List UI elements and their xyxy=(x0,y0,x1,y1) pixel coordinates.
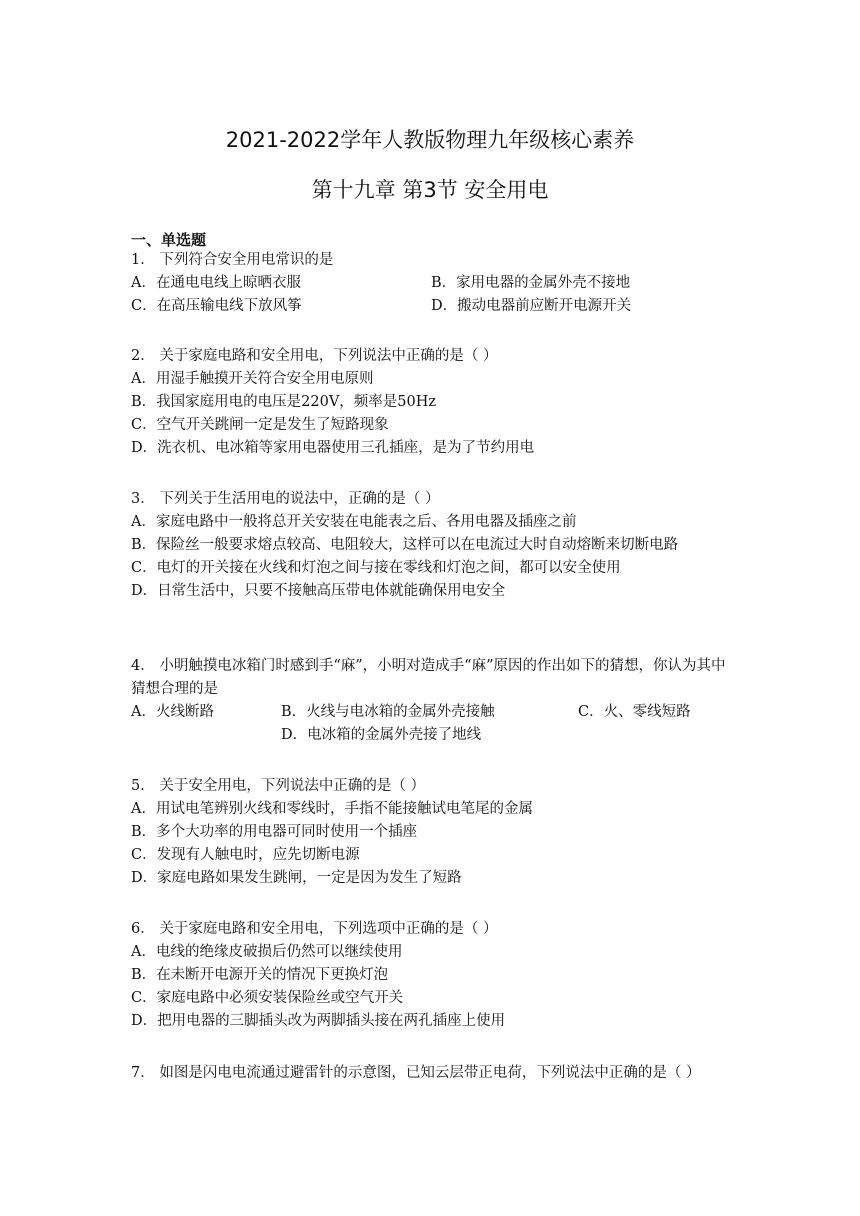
question-1 xyxy=(131,249,731,318)
question-5 xyxy=(131,775,731,890)
option-a: A．家庭电路中一般将总开关安装在电能表之后、各用电器及插座之前 xyxy=(131,514,577,530)
document-title: 2021-2022学年人教版物理九年级核心素养 xyxy=(225,128,635,152)
option-b: B．火线与电冰箱的金属外壳接触 xyxy=(281,704,495,720)
question-stem: 2． 关于家庭电路和安全用电，下列说法中正确的是（ ） xyxy=(131,348,498,364)
question-stem: 4． 小明触摸电冰箱门时感到手“麻”，小明对造成手“麻”原因的作出如下的猜想，你认为其中猜想合理的是 xyxy=(131,658,726,697)
question-stem: 5． 关于安全用电，下列说法中正确的是（ ） xyxy=(131,778,425,794)
question-stem: 3． 下列关于生活用电的说法中，正确的是（ ） xyxy=(131,491,440,507)
question-stem: 1． 下列符合安全用电常识的是 xyxy=(131,252,334,268)
option-row xyxy=(131,295,731,318)
option-a: A．在通电电线上晾晒衣服 xyxy=(131,275,301,291)
option-d: D．家庭电路如果发生跳闸，一定是因为发生了短路 xyxy=(131,870,462,886)
question-stem: 6． 关于家庭电路和安全用电，下列选项中正确的是（ ） xyxy=(131,921,498,937)
option-d: D．洗衣机、电冰箱等家用电器使用三孔插座，是为了节约用电 xyxy=(131,440,535,456)
option-c: C．家庭电路中必须安装保险丝或空气开关 xyxy=(131,990,404,1006)
option-d: D．搬动电器前应断开电源开关 xyxy=(431,298,632,314)
option-b: B．在未断开电源开关的情况下更换灯泡 xyxy=(131,967,389,983)
option-c: C．火、零线短路 xyxy=(578,704,691,720)
option-b: B．保险丝一般要求熔点较高、电阻较大，这样可以在电流过大时自动熔断来切断电路 xyxy=(131,537,679,553)
option-c: C．空气开关跳闸一定是发生了短路现象 xyxy=(131,417,389,433)
question-stem: 7． 如图是闪电电流通过避雷针的示意图，已知云层带正电荷，下列说法中正确的是（ ） xyxy=(131,1065,701,1081)
option-row xyxy=(131,701,731,724)
option-d: D．日常生活中，只要不接触高压带电体就能确保用电安全 xyxy=(131,583,506,599)
option-c: C．电灯的开关接在火线和灯泡之间与接在零线和灯泡之间，都可以安全使用 xyxy=(131,560,621,576)
option-row xyxy=(131,724,731,747)
option-row xyxy=(131,272,731,295)
document-subtitle: 第十九章 第3节 安全用电 xyxy=(311,178,549,202)
option-a: A．电线的绝缘皮破损后仍然可以继续使用 xyxy=(131,944,403,960)
option-d: D．把用电器的三脚插头改为两脚插头接在两孔插座上使用 xyxy=(131,1013,506,1029)
option-a: A．用湿手触摸开关符合安全用电原则 xyxy=(131,371,374,387)
option-b: B．家用电器的金属外壳不接地 xyxy=(431,275,631,291)
question-7 xyxy=(131,1062,731,1085)
option-a: A．火线断路 xyxy=(131,704,214,720)
question-2 xyxy=(131,345,731,460)
section-heading: 一、单选题 xyxy=(131,231,207,249)
option-b: B．多个大功率的用电器可同时使用一个插座 xyxy=(131,824,418,840)
question-4 xyxy=(131,655,731,747)
question-6 xyxy=(131,918,731,1033)
option-a: A．用试电笔辨别火线和零线时，手指不能接触试电笔尾的金属 xyxy=(131,801,533,817)
option-b: B．我国家庭用电的电压是220V，频率是50Hz xyxy=(131,394,437,410)
option-c: C．发现有人触电时，应先切断电源 xyxy=(131,847,360,863)
option-d: D．电冰箱的金属外壳接了地线 xyxy=(281,727,482,743)
option-c: C．在高压输电线下放风筝 xyxy=(131,298,302,314)
question-3 xyxy=(131,488,731,603)
